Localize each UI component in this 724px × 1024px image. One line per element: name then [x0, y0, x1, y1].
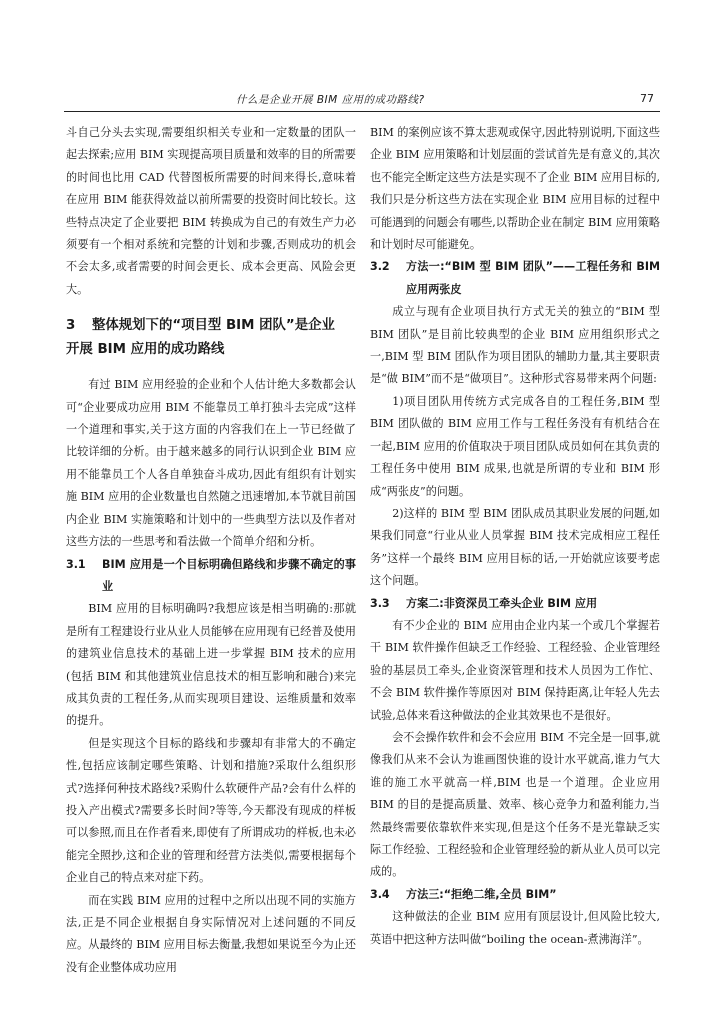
paragraph: 会不会操作软件和会不会应用 BIM 不完全是一回事,就像我们从来不会认为谁画图快谁的设计水平就高,谁力气大谁的施工水平就高一样,BIM 也是一个道理。企业应用 BIM 的目的是提高质量、效率、核心竞争力和盈利能力,当然最终需要依靠软件来实现,但是这个任务不是光靠缺乏实际工作经验、工程经验和企业管理经验的新从业人员可以完成的。 — [370, 730, 660, 879]
page-number: 77 — [640, 92, 654, 105]
header-rule — [64, 111, 660, 112]
paragraph: 斗自己分头去实现,需要组织相关专业和一定数量的团队一起去探索;应用 BIM 实现提高项目质量和效率的目的所需要的时间也比用 CAD 代替图板所需要的时间来得长,意味着在应用 BIM 能获得效益以前所需要的投资时间比较长。这些特点决定了企业要把 BIM 转换成为自己的有效生产力必须要有一个相对系统和完整的计划和步骤,否则成功的机会不会太多,或者需要的时间会更长、成本会更高、风险会更大。 — [66, 126, 356, 296]
subsection-heading — [370, 593, 660, 615]
paragraph: 1)项目团队用传统方式完成各自的工程任务,BIM 型 BIM 团队做的 BIM 应用工作与工程任务没有有机结合在一起,BIM 应用的价值取决于项目团队成员如何在其负责的工程任务中使用 BIM 成果,也就是所谓的专业和 BIM 形成“两张皮”的问题。 — [370, 394, 660, 498]
subsection-number: 3.2 — [370, 260, 390, 274]
paragraph: 有不少企业的 BIM 应用由企业内某一个或几个掌握若干 BIM 软件操作但缺乏工作经验、工程经验、企业管理经验的基层员工牵头,企业资深管理和技术人员因为工作忙、不会 BIM 软件操作等原因对 BIM 保持距离,让年轻人先去试验,总体来看这种做法的企业其效果也不是很好。 — [370, 618, 660, 722]
paragraph: 2)这样的 BIM 型 BIM 团队成员其职业发展的问题,如果我们同意“行业从业人员掌握 BIM 技术完成相应工程任务”这样一个最终 BIM 应用目标的话,一开始就应该要考虑这个问题。 — [370, 506, 660, 588]
paragraph: 而在实践 BIM 应用的过程中之所以出现不同的实施方法,正是不同企业根据自身实际情况对上述问题的不同反应。从最终的 BIM 应用目标去衡量,我想如果说至今为止还没有企业整体成功应用 — [66, 893, 356, 974]
paragraph: 成立与现有企业项目执行方式无关的独立的“BIM 型 BIM 团队”是目前比较典型的企业 BIM 应用组织形式之一,BIM 型 BIM 团队作为项目团队的辅助力量,其主要职责是“做 BIM”而不是“做项目”。这种形式容易带来两个问题: — [370, 305, 660, 386]
subsection-title: 方法三:“拒绝二维,全员 BIM” — [406, 887, 557, 901]
subsection-heading — [66, 554, 356, 599]
running-title: 什么是企业开展 BIM 应用的成功路线? — [236, 94, 425, 106]
subsection-title: 方法一:“BIM 型 BIM 团队”——工程任务和 BIM 应用两张皮 — [406, 260, 660, 296]
paragraph: BIM 应用的目标明确吗?我想应该是相当明确的:那就是所有工程建设行业从业人员能够在应用现有已经普及使用的建筑业信息技术的基础上进一步掌握 BIM 技术的应用(包括 BIM 和其他建筑业信息技术的相互影响和融合)来完成其负责的工程任务,从而实现项目建设、运维质量和效率的提升。 — [66, 602, 356, 728]
running-header — [64, 92, 660, 110]
paragraph: 但是实现这个目标的路线和步骤却有非常大的不确定性,包括应该制定哪些策略、计划和措施?采取什么组织形式?选择何种技术路线?采购什么软硬件产品?会有什么样的投入产出模式?需要多长时间?等等,今天都没有现成的样板可以参照,而且在作者看来,即使有了所谓成功的样板,也未必能完全照抄,这和企业的管理和经营方法类似,需要根据每个企业自己的特点来对症下药。 — [66, 736, 356, 885]
paragraph: 这种做法的企业 BIM 应用有顶层设计,但风险比较大,英语中把这种方法叫做“boiling the ocean-煮沸海洋”。 — [370, 910, 660, 946]
paragraph: 有过 BIM 应用经验的企业和个人估计绝大多数都会认可“企业要成功应用 BIM 不能靠员工单打独斗去完成”这样一个道理和事实,关于这方面的内容我们在上一节已经做了比较详细的分析。由于越来越多的同行认识到企业 BIM 应用不能靠员工个人各自单独奋斗成功,因此有组织有计划实施 BIM 应用的企业数量也自然随之迅速增加,本节就目前国内企业 BIM 实施策略和计划中的一些典型方法以及作者对这些方法的一些思考和看法做一个简单介绍和分析。 — [66, 378, 356, 549]
section-number: 3 — [66, 318, 76, 334]
left-column — [66, 122, 356, 979]
section-heading — [66, 314, 356, 362]
section-title-line1: 整体规划下的“项目型 BIM 团队”是企业 — [92, 318, 335, 334]
subsection-title: BIM 应用是一个目标明确但路线和步骤不确定的事业 — [102, 557, 356, 593]
subsection-heading — [370, 256, 660, 301]
section-title-line2: 开展 BIM 应用的成功路线 — [66, 342, 225, 358]
subsection-number: 3.1 — [66, 557, 86, 571]
subsection-number: 3.3 — [370, 596, 390, 610]
subsection-heading — [370, 884, 660, 906]
paragraph: BIM 的案例应该不算太悲观或保守,因此特别说明,下面这些企业 BIM 应用策略和计划层面的尝试首先是有意义的,其次也不能完全断定这些方法是实现不了企业 BIM 应用目标的,我们只是分析这些方法在实现企业 BIM 应用目标的过程中可能遇到的问题会有哪些,以帮助企业在制定 BIM 应用策略和计划时尽可能避免。 — [370, 126, 660, 252]
subsection-number: 3.4 — [370, 887, 390, 901]
right-column — [370, 122, 660, 951]
subsection-title: 方案二:非资深员工牵头企业 BIM 应用 — [406, 596, 598, 610]
